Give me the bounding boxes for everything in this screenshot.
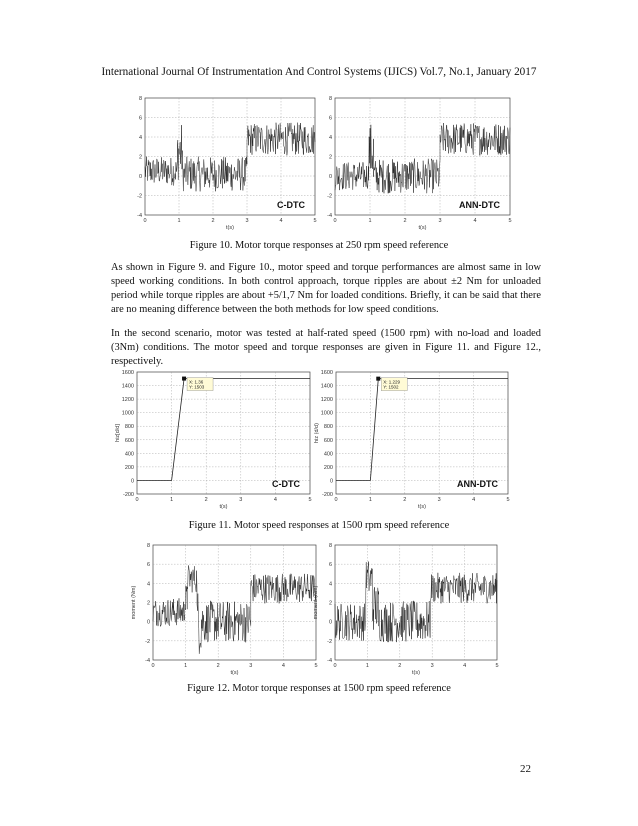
x-tick-label: 0 [143, 218, 147, 224]
y-tick-label: 1000 [320, 410, 333, 417]
x-tick-label: 4 [463, 663, 467, 669]
x-tick-label: 1 [184, 663, 188, 669]
x-tick-label: 2 [204, 497, 208, 503]
paragraph-2: In the second scenario, motor was tested at half-rated speed (1500 rpm) with no-load and loaded (3Nm) conditions. The motor speed and torque responses are given in Figure 11. and Figure 12., respectively. [111, 328, 541, 367]
fig10-right-plot [310, 90, 520, 232]
x-tick-label: 1 [170, 497, 174, 503]
x-tick-label: 1 [177, 218, 181, 224]
y-tick-label: 800 [323, 424, 333, 431]
y-tick-label: -2 [145, 638, 150, 645]
x-tick-label: 5 [506, 497, 510, 503]
paragraph-1: As shown in Figure 9. and Figure 10., motor speed and torque performances are almost same in low speed working conditions. In both control approach, torque ripples are about ±2 Nm for unloaded period while torque ripples are about +5/1,7 Nm for loaded conditions. Briefly, it can be said that there are no meaning difference between the both methods for low speed conditions. [111, 262, 541, 315]
fig11-right-plot [305, 368, 515, 516]
y-tick-label: 1200 [320, 397, 333, 404]
y-tick-label: 8 [328, 96, 332, 102]
x-tick-label: 0 [151, 663, 155, 669]
x-tick-label: 3 [430, 663, 434, 669]
fig12-left-plot [125, 540, 325, 675]
datatip-text: X: 1.36 [189, 379, 204, 385]
method-label: ANN-DTC [457, 479, 498, 489]
fig10-caption: Figure 10. Motor torque responses at 250 rpm speed reference [189, 240, 449, 251]
y-tick-label: 0 [146, 619, 150, 626]
y-tick-label: 4 [328, 581, 332, 588]
y-tick-label: -4 [137, 213, 142, 219]
y-tick-label: 200 [323, 464, 333, 471]
x-tick-label: 2 [211, 218, 215, 224]
method-label: C-DTC [277, 200, 305, 210]
y-tick-label: 2 [328, 600, 332, 607]
y-tick-label: 1600 [320, 370, 333, 376]
y-tick-label: 2 [146, 600, 150, 607]
y-tick-label: 0 [130, 478, 134, 485]
x-tick-label: 0 [333, 218, 337, 224]
y-tick-label: 2 [138, 154, 142, 161]
y-tick-label: -2 [327, 193, 332, 200]
y-tick-label: -200 [122, 492, 134, 498]
y-tick-label: -4 [327, 213, 332, 219]
x-axis-label: t(s) [412, 670, 420, 676]
x-axis-label: t(s) [418, 225, 427, 231]
x-tick-label: 5 [495, 663, 499, 669]
y-axis-label: moment (Nm) [313, 585, 319, 620]
fig12-caption: Figure 12. Motor torque responses at 1500 rpm speed reference [187, 683, 451, 694]
datatip-text: X: 1.229 [383, 379, 401, 385]
x-tick-label: 1 [368, 218, 372, 224]
y-tick-label: -200 [321, 492, 333, 498]
y-tick-label: 4 [328, 135, 332, 141]
x-axis-label: t(s) [418, 504, 426, 510]
y-tick-label: 8 [138, 96, 142, 102]
x-tick-label: 5 [313, 218, 317, 224]
y-tick-label: 800 [124, 424, 134, 431]
x-tick-label: 3 [249, 663, 253, 669]
x-tick-label: 3 [438, 218, 442, 224]
y-tick-label: 400 [124, 451, 134, 458]
y-axis-label: moment (Nm) [131, 585, 137, 620]
y-tick-label: 400 [323, 451, 333, 458]
x-tick-label: 5 [314, 663, 318, 669]
y-tick-label: -2 [137, 193, 142, 200]
y-tick-label: 4 [146, 581, 150, 588]
x-tick-label: 1 [365, 663, 369, 669]
y-tick-label: -4 [327, 658, 332, 664]
x-tick-label: 5 [508, 218, 512, 224]
y-tick-label: 1600 [121, 370, 134, 376]
plot-area [336, 372, 508, 494]
y-tick-label: 6 [146, 562, 150, 569]
y-tick-label: 0 [138, 174, 142, 180]
x-tick-label: 2 [398, 663, 402, 669]
method-label: C-DTC [272, 479, 300, 489]
y-tick-label: 2 [328, 154, 332, 161]
y-tick-label: -4 [145, 658, 150, 664]
x-tick-label: 2 [403, 497, 407, 503]
x-tick-label: 4 [281, 663, 285, 669]
y-tick-label: 6 [328, 115, 332, 122]
y-tick-label: 600 [124, 437, 134, 444]
y-tick-label: -2 [327, 638, 332, 645]
datatip-text: Y: 1503 [189, 384, 205, 390]
y-tick-label: 0 [329, 478, 333, 485]
x-axis-label: t(s) [219, 504, 228, 510]
x-tick-label: 5 [308, 497, 312, 503]
x-tick-label: 4 [473, 218, 477, 224]
y-tick-label: 1200 [121, 397, 134, 404]
x-tick-label: 3 [437, 497, 441, 503]
fig10-left-plot [110, 90, 320, 232]
datatip-text: Y: 1502 [383, 384, 399, 390]
fig11-caption: Figure 11. Motor speed responses at 1500 rpm speed reference [188, 520, 450, 531]
x-tick-label: 2 [403, 218, 407, 224]
fig12-right-plot [315, 540, 505, 675]
x-tick-label: 3 [239, 497, 243, 503]
datatip-marker [376, 377, 380, 381]
y-tick-label: 200 [124, 464, 134, 471]
y-tick-label: 6 [328, 562, 332, 569]
x-tick-label: 2 [216, 663, 220, 669]
fig11-left-plot [110, 368, 315, 516]
y-tick-label: 0 [328, 174, 332, 180]
y-tick-label: 8 [146, 543, 150, 549]
datatip-marker [182, 377, 186, 381]
page-number: 22 [520, 763, 531, 775]
x-tick-label: 3 [245, 218, 249, 224]
y-axis-label: hiz (d/d) [314, 423, 320, 443]
y-tick-label: 1400 [121, 383, 134, 390]
y-tick-label: 4 [138, 135, 142, 141]
x-tick-label: 4 [472, 497, 476, 503]
y-tick-label: 6 [138, 115, 142, 122]
x-tick-label: 0 [334, 497, 338, 503]
y-tick-label: 0 [328, 619, 332, 626]
y-tick-label: 1400 [320, 383, 333, 390]
x-tick-label: 1 [368, 497, 372, 503]
y-tick-label: 1000 [121, 410, 134, 417]
x-tick-label: 0 [135, 497, 139, 503]
plot-area [137, 372, 310, 494]
y-axis-label: hiz[d/d] [115, 424, 121, 442]
y-tick-label: 600 [323, 437, 333, 444]
x-axis-label: t(s) [226, 225, 234, 231]
x-tick-label: 4 [273, 497, 277, 503]
y-tick-label: 8 [328, 543, 332, 549]
x-tick-label: 4 [279, 218, 283, 224]
x-tick-label: 0 [333, 663, 337, 669]
x-axis-label: t(s) [230, 670, 239, 676]
method-label: ANN-DTC [459, 200, 500, 210]
journal-header: International Journal Of Instrumentation And Control Systems (IJICS) Vol.7, No.1, January 2017 [101, 66, 537, 78]
